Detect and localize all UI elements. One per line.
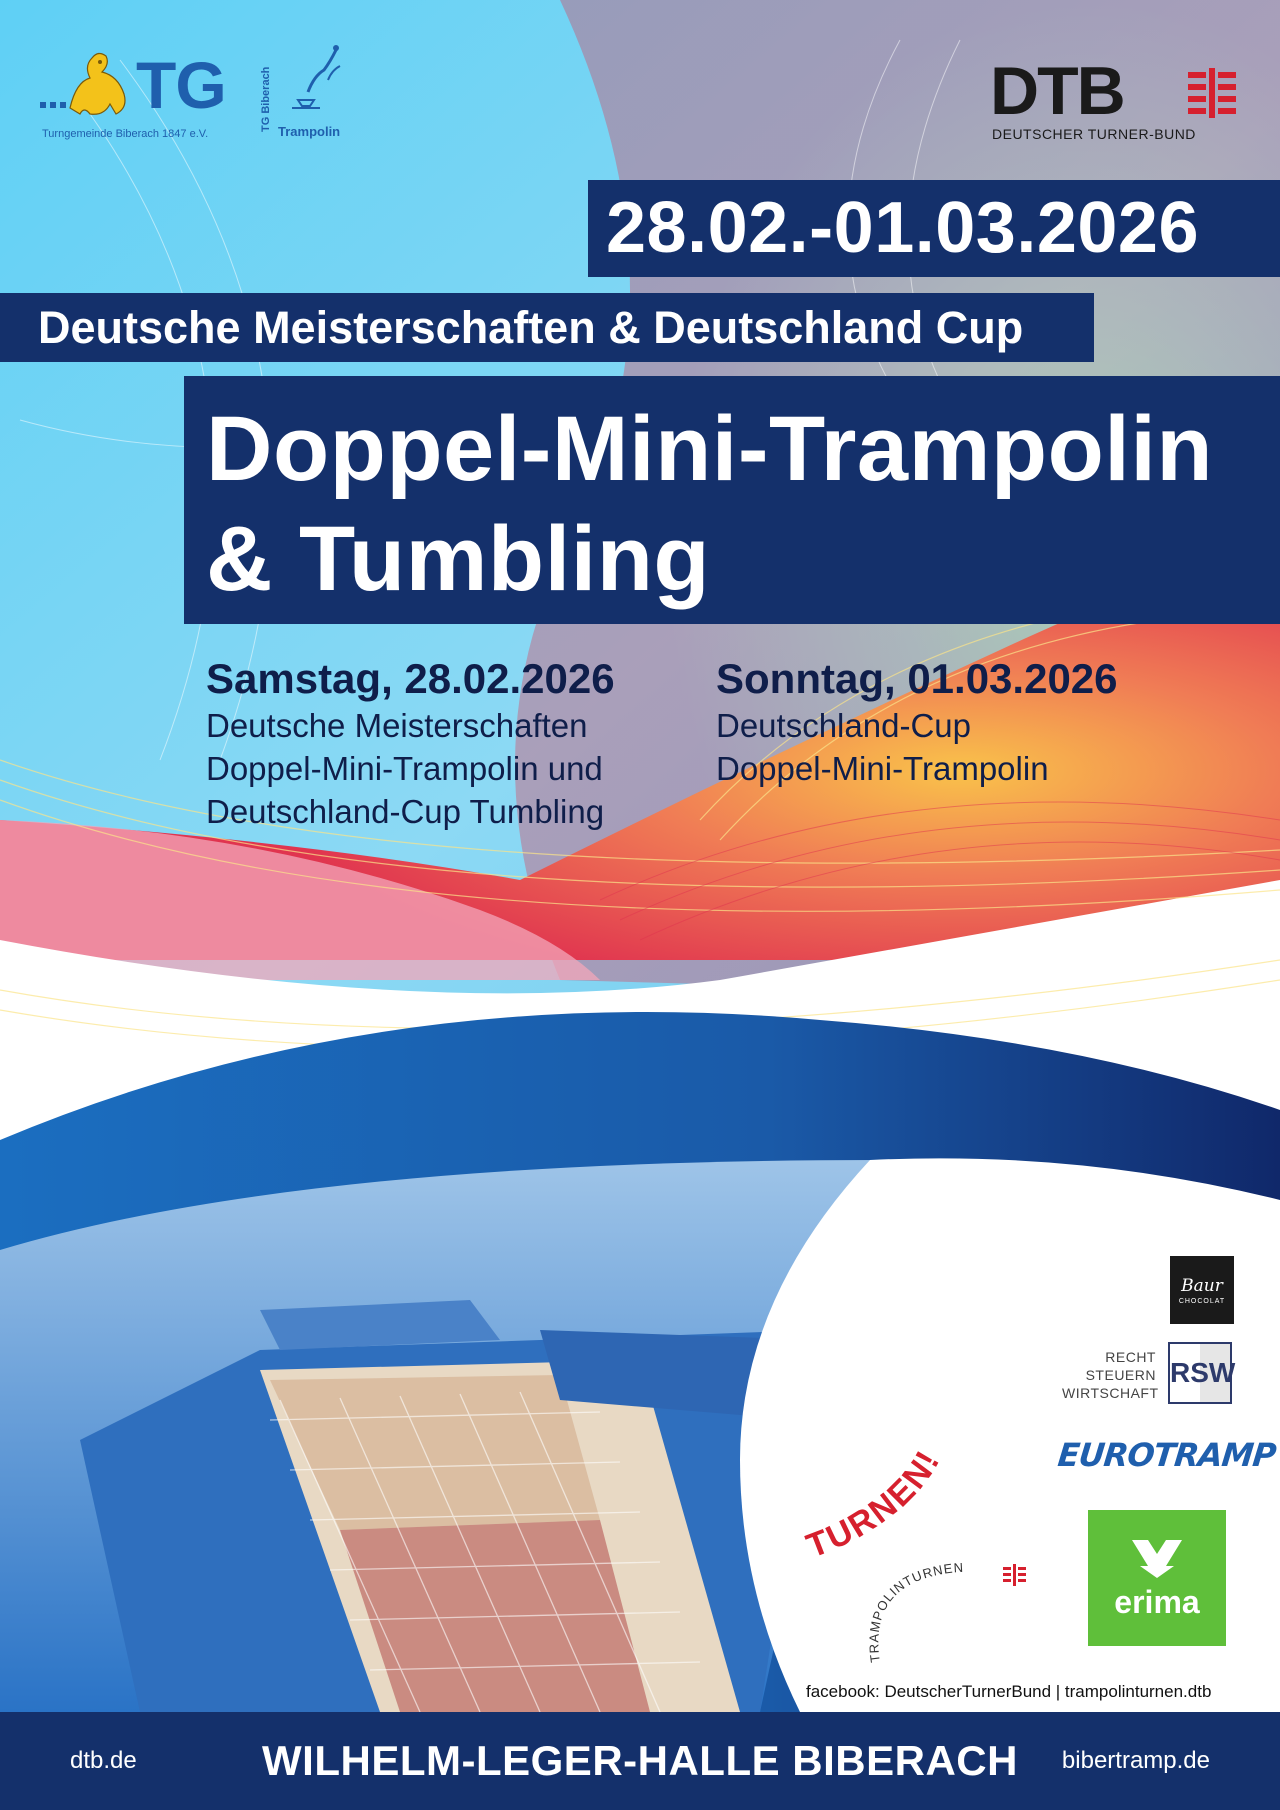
tg-mascot-icon — [40, 42, 136, 126]
sponsor-rsw-line: STEUERN — [1085, 1367, 1156, 1383]
sponsor-erima-text: erima — [1114, 1584, 1200, 1620]
turnen-logo — [800, 1430, 1040, 1670]
event-title-line-2: & Tumbling — [206, 508, 711, 610]
tg-logo-caption: Turngemeinde Biberach 1847 e.V. — [42, 128, 209, 140]
social-media-line: facebook: DeutscherTurnerBund | trampolinturnen.dtb — [806, 1682, 1212, 1701]
sponsor-rsw-line: WIRTSCHAFT — [1062, 1385, 1159, 1401]
dtb-mini-emblem-icon — [1003, 1564, 1026, 1586]
tg-trampolin-logo — [258, 40, 348, 144]
svg-text:TURNEN! — [801, 1443, 948, 1565]
footer-website-left[interactable]: dtb.de — [70, 1747, 137, 1774]
schedule-line: Deutschland-Cup — [716, 707, 971, 744]
event-subtitle-banner: Deutsche Meisterschaften & Deutschland Cup — [0, 293, 1094, 362]
erima-emblem-icon — [1128, 1536, 1186, 1580]
tg-logo-text: TG — [136, 48, 226, 122]
schedule-line: Deutschland-Cup Tumbling — [206, 793, 605, 830]
sponsor-baur-logo — [1170, 1256, 1234, 1324]
footer-bar — [0, 1712, 1280, 1810]
event-date-banner: 28.02.-01.03.2026 — [588, 180, 1280, 277]
dtb-emblem-icon — [1188, 68, 1236, 118]
tg-trampolin-label: Trampolin — [278, 124, 341, 139]
sponsor-eurotramp-logo: EUROTRAMP — [1056, 1436, 1278, 1474]
schedule-day-sunday — [716, 654, 1236, 790]
turnen-logo-graphic — [800, 1430, 1040, 1670]
sponsor-baur-subtext: CHOCOLAT — [1178, 1298, 1226, 1305]
tg-trampolin-vertical-text: TG Biberach — [260, 66, 272, 132]
sponsor-erima-logo — [1088, 1510, 1226, 1646]
footer-venue: WILHELM-LEGER-HALLE BIBERACH — [262, 1737, 1018, 1784]
footer-website-right[interactable]: bibertramp.de — [1061, 1747, 1210, 1774]
dtb-logo-text: DTB — [990, 53, 1124, 129]
schedule-day-heading: Sonntag, 01.03.2026 — [716, 655, 1118, 702]
schedule-day-saturday — [206, 654, 686, 833]
turnen-logo-text: TURNEN! — [801, 1443, 948, 1566]
sponsor-baur-text: Baur — [1181, 1276, 1223, 1296]
dtb-logo-subtitle: DEUTSCHER TURNER-BUND — [992, 126, 1196, 142]
trampoline-jumper-icon — [258, 40, 348, 120]
turnen-logo-subtext: TRAMPOLINTURNEN — [866, 1559, 965, 1664]
schedule-line: Deutsche Meisterschaften — [206, 707, 588, 744]
dtb-logo — [990, 53, 1240, 144]
schedule-line: Doppel-Mini-Trampolin — [716, 750, 1049, 787]
sponsor-rsw-logo — [1062, 1342, 1236, 1406]
svg-text:TRAMPOLINTURNEN — [866, 1560, 964, 1664]
schedule-line: Doppel-Mini-Trampolin und — [206, 750, 603, 787]
sponsor-rsw-lines — [1062, 1348, 1159, 1402]
schedule-day-heading: Samstag, 28.02.2026 — [206, 655, 615, 702]
event-title-banner — [184, 376, 1280, 624]
tg-biberach-logo — [40, 42, 230, 142]
event-title-line-1: Doppel-Mini-Trampolin — [206, 398, 1214, 500]
sponsor-rsw-box: RSW — [1168, 1342, 1232, 1404]
sponsor-rsw-line: RECHT — [1105, 1349, 1156, 1365]
